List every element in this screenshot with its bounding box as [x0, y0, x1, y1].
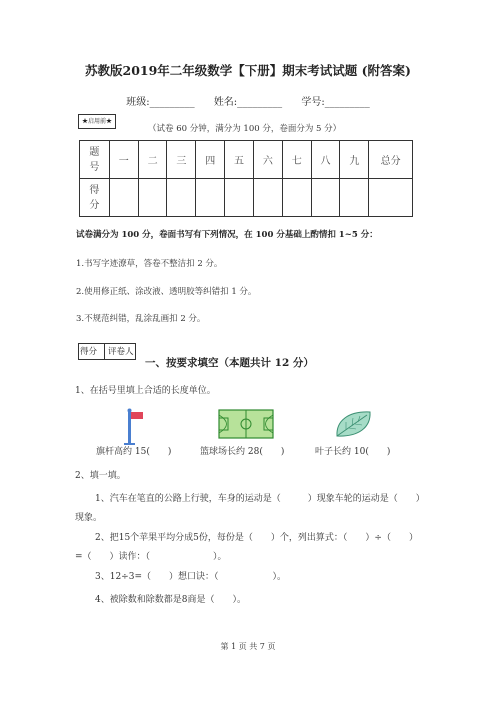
flag-icon: [122, 408, 144, 446]
header-cell: 三: [167, 141, 196, 179]
header-cell: 五: [225, 141, 254, 179]
header-cell: [80, 141, 110, 179]
score-cell: [167, 179, 196, 217]
question-2-2: 2、把15个苹果平均分成5份，每份是（ ）个，列出算式：（ ）÷（ ）=（ ）读作：（ ）。: [75, 533, 418, 562]
score-cell: [253, 179, 282, 217]
header-cell: 一: [109, 141, 138, 179]
page-footer: 第 1 页 共 7 页: [220, 642, 276, 651]
row-label-text: 得分: [89, 184, 100, 211]
score-cell: [369, 179, 413, 217]
score-cell: [311, 179, 340, 217]
header-cell: 七: [282, 141, 311, 179]
question-2-4: 4、被除数和除数都是8商是（ ）。: [95, 595, 246, 605]
leaf-icon: [334, 409, 374, 439]
rule-item: 2.使用修正纸、涂改液、透明胶等纠错扣 1 分。: [76, 287, 257, 297]
score-cell: [138, 179, 167, 217]
score-cell: [109, 179, 138, 217]
header-cell: 四: [196, 141, 225, 179]
header-cell: 二: [138, 141, 167, 179]
caption-court: 篮球场长约 28( ): [200, 447, 285, 457]
header-cell: 八: [311, 141, 340, 179]
basketball-court-icon: [218, 409, 274, 439]
question-2-3: 3、12÷3=（ ）想口诀：（ ）。: [95, 572, 286, 582]
score-cell: [282, 179, 311, 217]
score-cell: [225, 179, 254, 217]
caption-leaf: 叶子长约 10( ): [315, 447, 391, 457]
student-info: [0, 93, 496, 108]
score-table: [79, 140, 413, 217]
question-1: 1、在括号里填上合适的长度单位。: [75, 386, 216, 396]
score-box-right: 评卷人: [108, 347, 134, 357]
class-label: 班级:_________: [126, 97, 195, 108]
score-cell: [340, 179, 369, 217]
score-table-score-row: [80, 179, 413, 217]
exam-note: （试卷 60 分钟，满分为 100 分，卷面分为 5 分）: [148, 124, 342, 134]
name-label: 姓名:_________: [213, 97, 283, 108]
rule-item: 1.书写字迹潦草，答卷不整洁扣 2 分。: [76, 259, 223, 269]
section-title: 一、按要求填空（本题共计 12 分）: [145, 357, 314, 369]
score-box-divider: [104, 344, 105, 359]
rule-item: 3.不规范纠错，乱涂乱画扣 2 分。: [76, 314, 206, 324]
header-cell: 九: [340, 141, 369, 179]
score-box-left: 得分: [80, 347, 98, 357]
row-label-cell: [80, 179, 110, 217]
header-cell: 六: [253, 141, 282, 179]
grader-score-box: [78, 343, 136, 360]
header-cell: 总分: [369, 141, 413, 179]
caption-flag: 旗杆高约 15( ): [96, 447, 172, 457]
student-id-label: 学号:_________: [301, 97, 370, 108]
header-cell-text: 题号: [89, 146, 100, 173]
secret-badge: ★启用前★: [78, 114, 116, 129]
bold-notice: 试卷满分为 100 分，卷面书写有下列情况，在 100 分基础上酌情扣 1~5 分：: [76, 230, 378, 240]
score-table-header-row: [80, 141, 413, 179]
page-title: 苏教版2019年二年级数学【下册】期末考试试题 (附答案): [85, 63, 411, 78]
score-cell: [196, 179, 225, 217]
question-2: 2、填一填。: [75, 471, 126, 481]
question-2-1: 1、汽车在笔直的公路上行驶，车身的运动是（ ）现象车轮的运动是（ ）现象。: [75, 494, 421, 523]
